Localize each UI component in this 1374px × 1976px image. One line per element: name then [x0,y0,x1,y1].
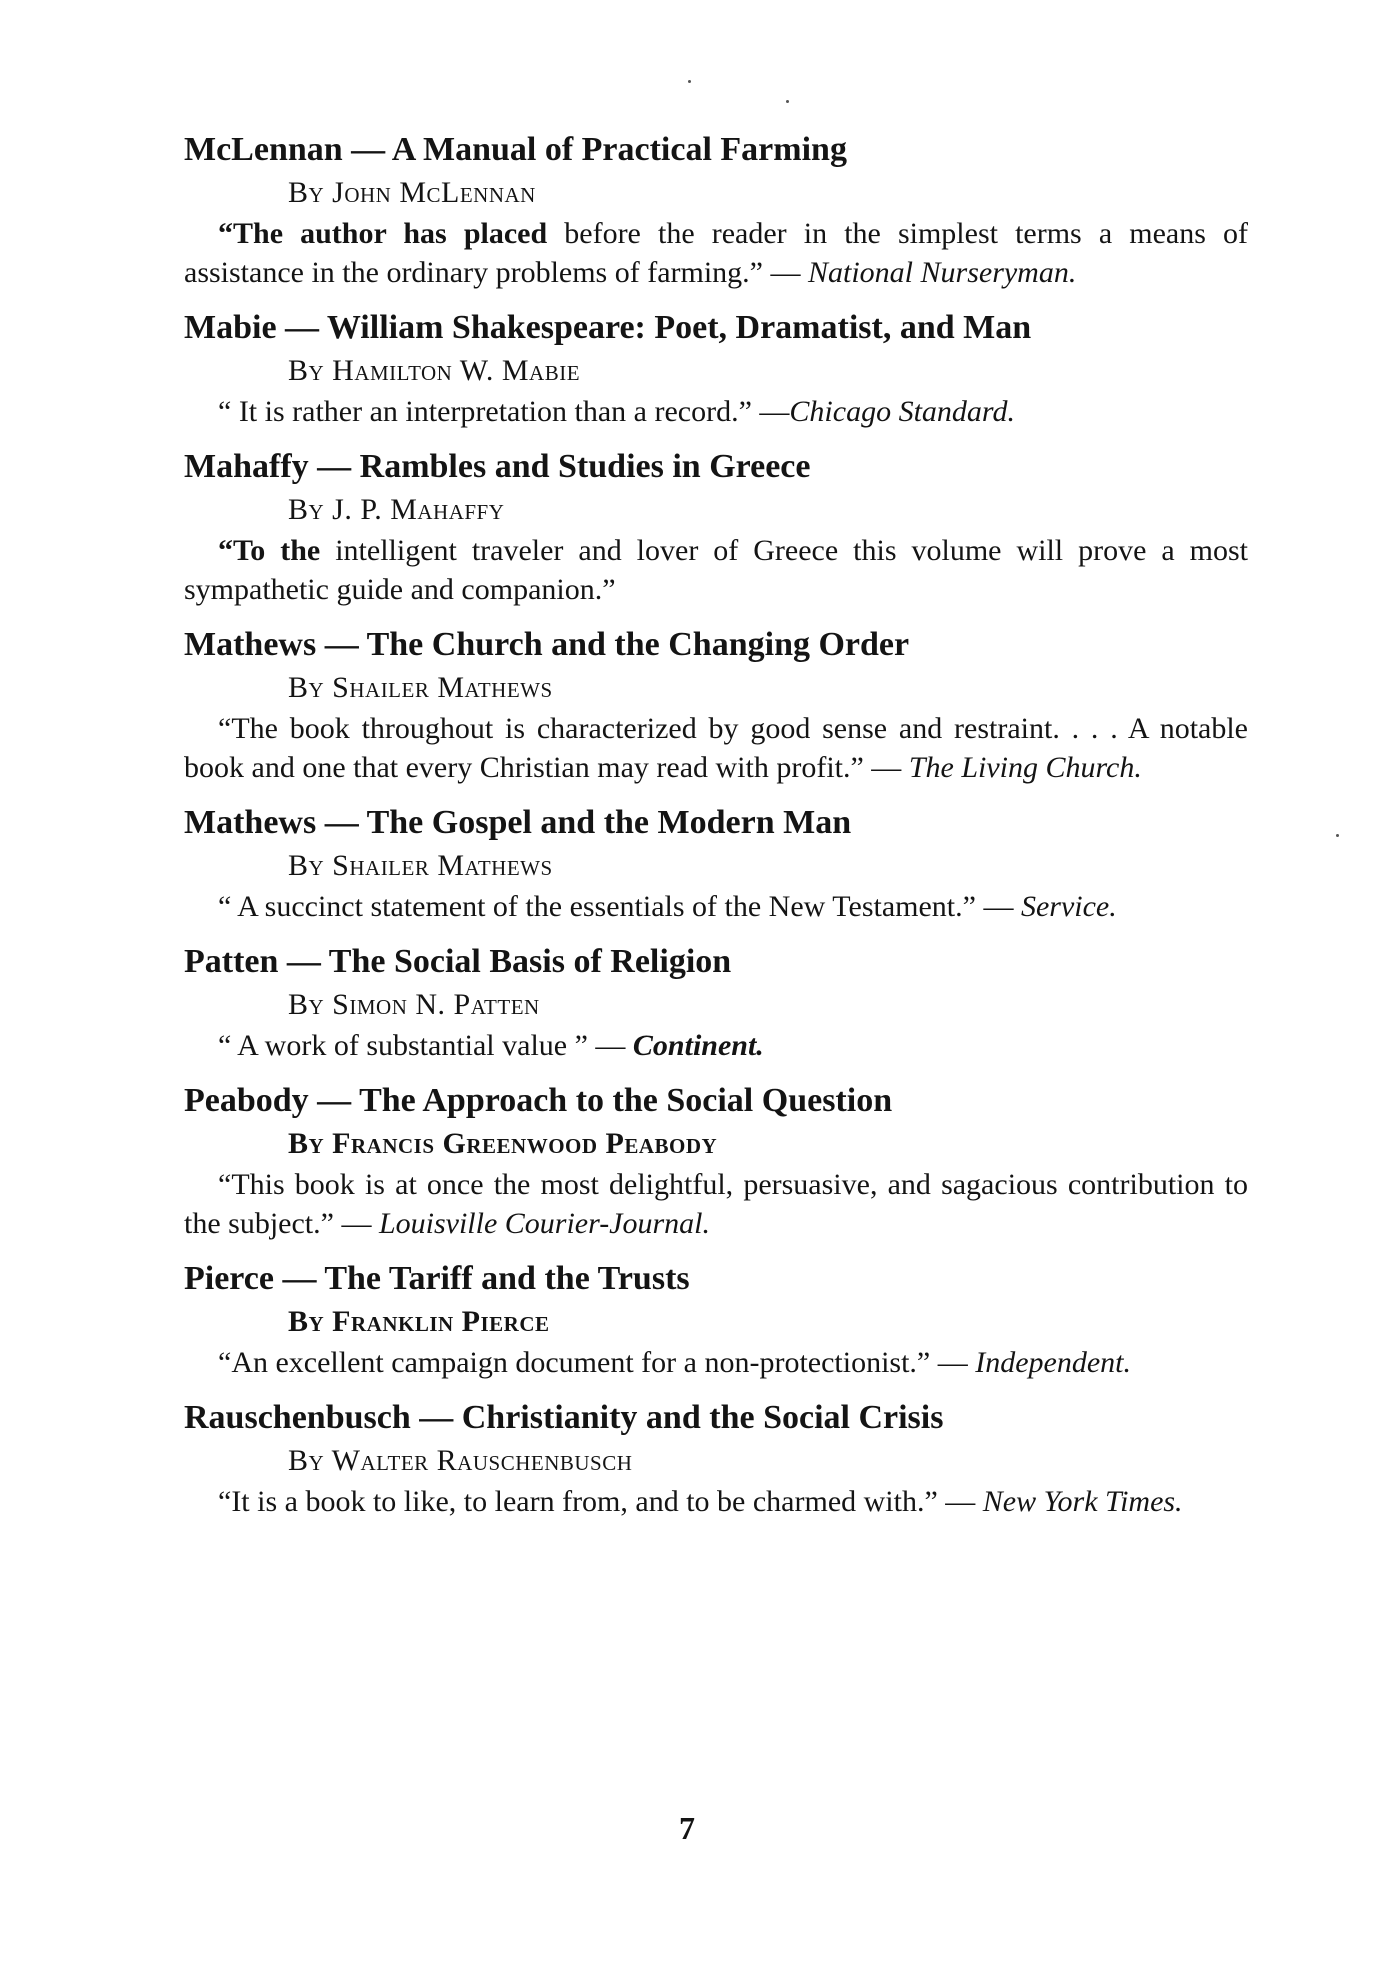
entry-title: Peabody — The Approach to the Social Question [184,1082,893,1119]
entry-title: Patten — The Social Basis of Religion [184,943,732,980]
list-item [184,1396,1248,1521]
entry-title: Pierce — The Tariff and the Trusts [184,1260,690,1297]
review-source: New York Times. [982,1485,1183,1518]
review-source: The Living Church. [908,751,1142,784]
review-text: “ A work of substantial value ” — [218,1029,626,1062]
print-speck [786,100,789,103]
list-item [184,623,1248,787]
entry-byline: By Francis Greenwood Peabody [288,1127,718,1160]
review-text: intelligent traveler and lover of Greece this volume will prove a most sympathetic guide and companion.” [184,534,1248,606]
review-source: Chicago Standard. [789,395,1015,428]
entry-byline: By Hamilton W. Mabie [288,354,581,387]
review-text: before the reader in the simplest terms a means of assistance in the ordinary problems of farming.” — [184,217,1248,289]
review-source: National Nurseryman. [808,256,1077,289]
entry-review [184,1165,1248,1243]
entry-review [184,214,1248,292]
entry-review [184,1026,1248,1065]
review-lead: “The author has placed [218,217,548,250]
entry-review [184,887,1248,926]
list-item [184,445,1248,609]
review-text: “This book is at once the most delightful, persuasive, and sagacious contribution to the subject.” — [184,1168,1248,1240]
book-list [184,128,1248,1535]
review-source: Louisville Courier-Journal. [378,1207,711,1240]
review-text: “An excellent campaign document for a non-protectionist.” — [218,1346,968,1379]
print-speck [688,80,691,83]
list-item [184,1079,1248,1243]
entry-review [184,392,1248,431]
entry-review [184,1343,1248,1382]
list-item [184,128,1248,292]
list-item [184,801,1248,926]
entry-title: Rauschenbusch — Christianity and the Social Crisis [184,1399,944,1436]
entry-byline: By Simon N. Patten [288,988,540,1021]
entry-title: Mathews — The Church and the Changing Order [184,626,910,663]
review-source: Continent. [632,1029,764,1062]
review-text: “It is a book to like, to learn from, and to be charmed with.” — [218,1485,976,1518]
list-item [184,306,1248,431]
list-item [184,1257,1248,1382]
entry-byline: By Shailer Mathews [288,849,553,882]
entry-title: Mahaffy — Rambles and Studies in Greece [184,448,811,485]
review-text: “ It is rather an interpretation than a record.” — [218,395,790,428]
entry-title: Mathews — The Gospel and the Modern Man [184,804,852,841]
review-lead: “To the [218,534,321,567]
print-speck [1336,834,1339,837]
entry-review [184,531,1248,609]
page-number: 7 [679,1810,695,1846]
entry-review [184,709,1248,787]
review-source: Independent. [975,1346,1132,1379]
entry-title: McLennan — A Manual of Practical Farming [184,131,847,168]
entry-byline: By Franklin Pierce [288,1305,550,1338]
entry-byline: By Shailer Mathews [288,671,553,704]
review-text: “ A succinct statement of the essentials of the New Testament.” — [218,890,1014,923]
entry-byline: By Walter Rauschenbusch [288,1444,633,1477]
review-text: “The book throughout is characterized by good sense and restraint. . . . A notable book and one that every Christian may read with profit.” — [184,712,1248,784]
entry-byline: By John McLennan [288,176,536,209]
entry-title: Mabie — William Shakespeare: Poet, Dramatist, and Man [184,309,1032,346]
entry-byline: By J. P. Mahaffy [288,493,505,526]
list-item [184,940,1248,1065]
entry-review [184,1482,1248,1521]
review-source: Service. [1020,890,1117,923]
